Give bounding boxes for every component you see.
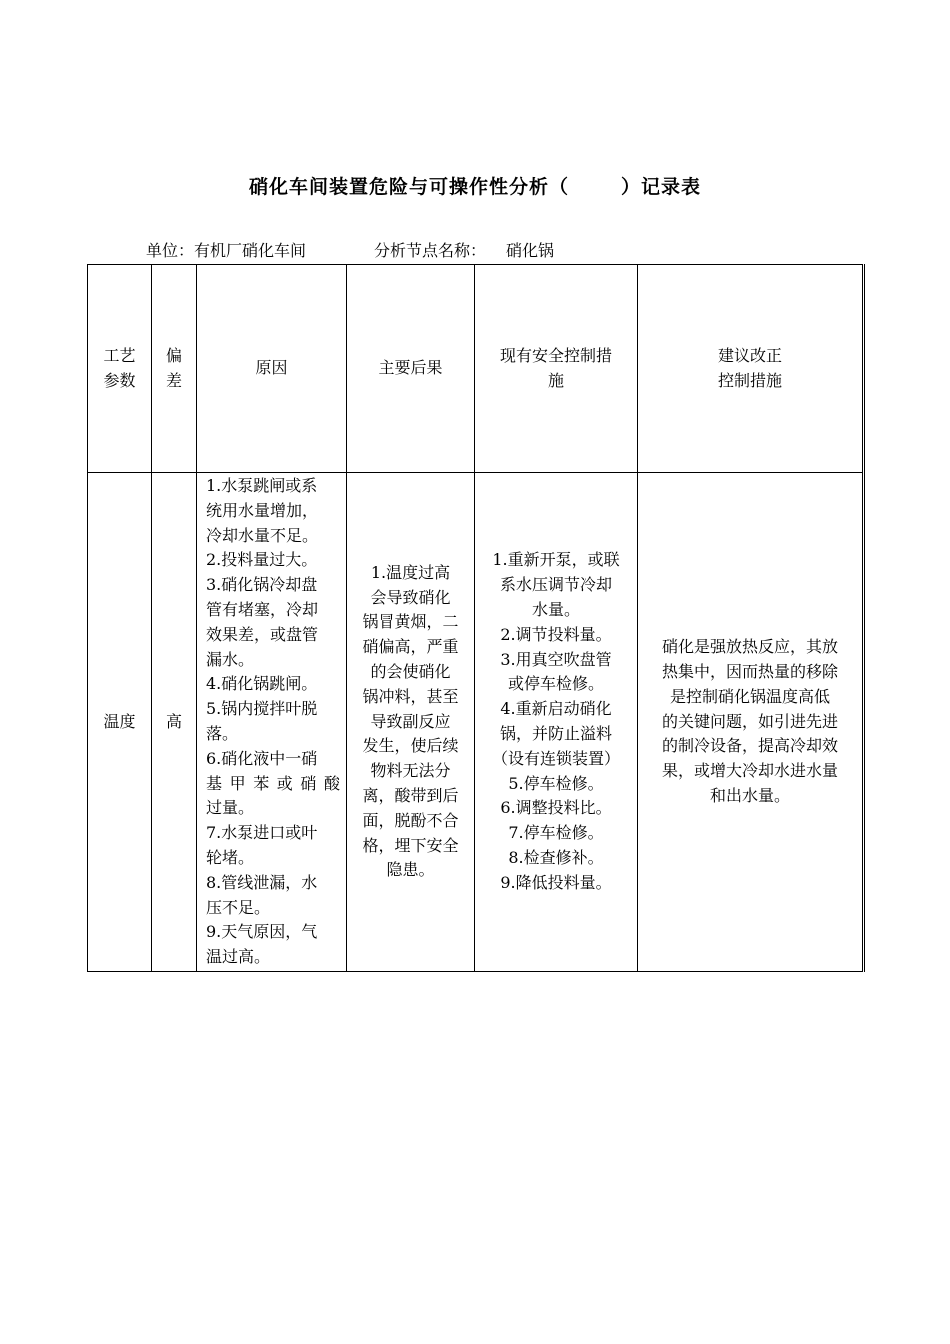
hazop-table bbox=[87, 264, 865, 972]
meta-line bbox=[146, 238, 554, 261]
header-row bbox=[88, 265, 864, 473]
header-cause: 原因 bbox=[197, 265, 347, 473]
header-existing-measures: 现有安全控制措 施 bbox=[475, 265, 638, 473]
cell-param: 温度 bbox=[88, 473, 152, 972]
cell-deviation: 高 bbox=[152, 473, 197, 972]
header-deviation: 偏 差 bbox=[152, 265, 197, 473]
header-param: 工艺 参数 bbox=[88, 265, 152, 473]
cell-existing-measures: 1.重新开泵，或联 系水压调节冷却 水量。 2.调节投料量。 3.用真空吹盘管 或停车检修。 4.重新启动硝化 锅，并防止溢料 （设有连锁装置） 5.停车检修。 6.调整投料比。 7.停车检修。 8.检查修补。 9.降低投料量。 bbox=[475, 473, 638, 972]
cell-suggested-measures: 硝化是强放热反应，其放 热集中，因而热量的移除 是控制硝化锅温度高低 的关键问题，如引进先进 的制冷设备，提高冷却效 果，或增大冷却水进水量 和出水量。 bbox=[638, 473, 864, 972]
cell-cause: 1.水泵跳闸或系 统用水量增加， 冷却水量不足。 2.投料量过大。 3.硝化锅冷却盘 管有堵塞，冷却 效果差，或盘管 漏水。 4.硝化锅跳闸。 5.锅内搅拌叶脱 落。 6.硝化液中一硝 基甲苯或硝酸 过量。 7.水泵进口或叶 轮堵。 8.管线泄漏，水 压不足。 9.天气原因，气 温过高。 bbox=[197, 473, 347, 972]
page-title bbox=[0, 172, 950, 199]
header-consequence: 主要后果 bbox=[347, 265, 475, 473]
title-main: 硝化车间装置危险与可操作性分析（ bbox=[248, 176, 569, 198]
title-end: ）记录表 bbox=[621, 176, 702, 198]
unit-label: 单位：有机厂硝化车间 bbox=[146, 241, 307, 260]
cell-consequence: 1.温度过高 会导致硝化 锅冒黄烟，二 硝偏高，严重 的会使硝化 锅冲料，甚至 导致副反应 发生，使后续 物料无法分 离，酸带到后 面，脱酚不合 格，埋下安全 隐患。 bbox=[347, 473, 475, 972]
header-suggested-measures: 建议改正 控制措施 bbox=[638, 265, 864, 473]
table-row bbox=[88, 473, 864, 972]
node-value: 硝化锅 bbox=[506, 241, 555, 260]
node-label: 分析节点名称： bbox=[374, 241, 487, 260]
